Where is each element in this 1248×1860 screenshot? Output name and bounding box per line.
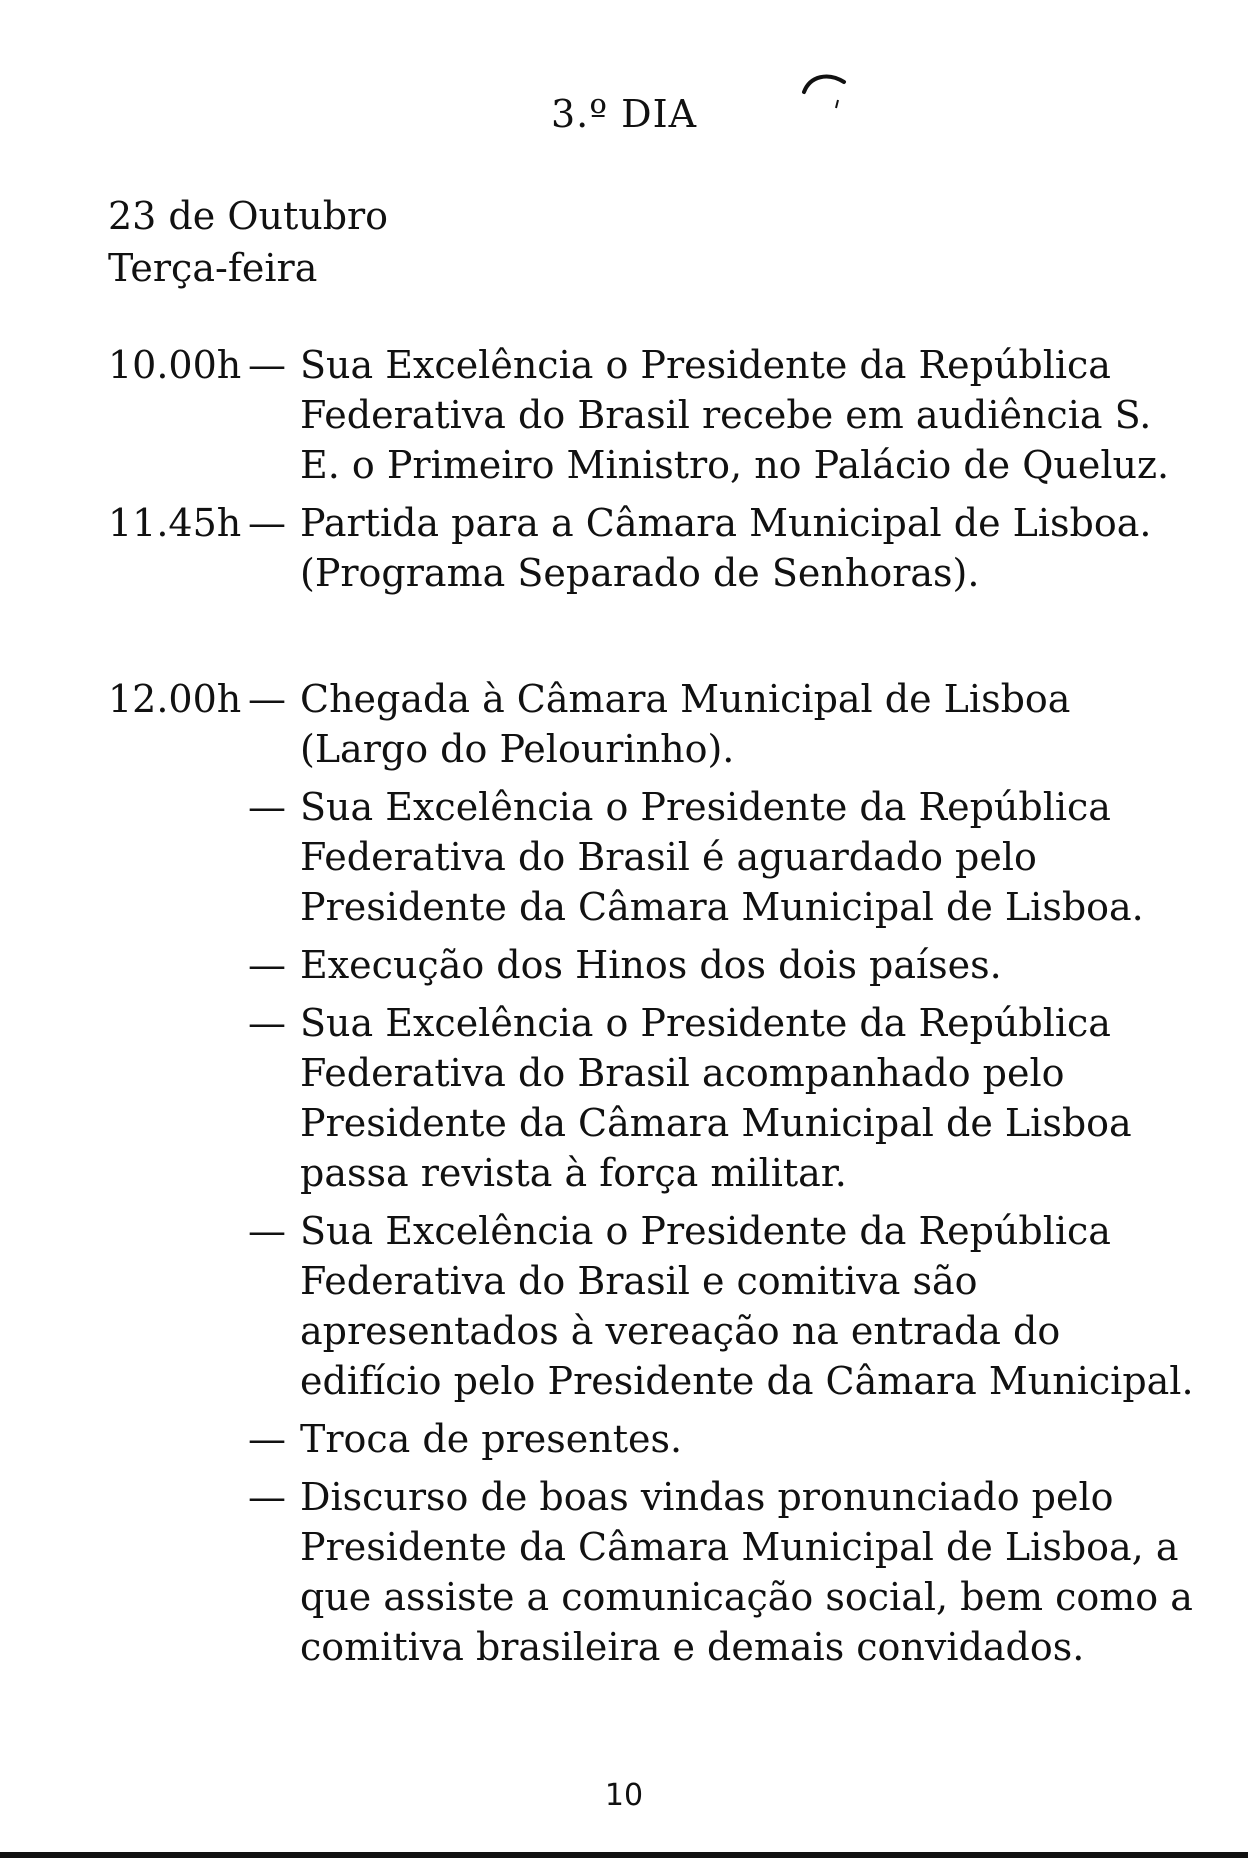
- entry-text: Partida para a Câmara Municipal de Lisboa. (Programa Separado de Senhoras).: [300, 501, 1152, 595]
- entry-dash: —: [248, 1475, 286, 1519]
- entry-dash: —: [248, 1209, 286, 1253]
- sub-item: [248, 940, 1208, 990]
- entry-dash: —: [248, 943, 286, 987]
- entry-dash: —: [248, 1417, 286, 1461]
- entry-text: Sua Excelência o Presidente da República Federativa do Brasil é aguardado pelo Presidente da Câmara Municipal de Lisboa.: [300, 785, 1144, 929]
- entry-text: Troca de presentes.: [300, 1417, 683, 1461]
- schedule-entry: [108, 498, 1208, 598]
- entry-text: Sua Excelência o Presidente da República Federativa do Brasil acompanhado pelo Presidente da Câmara Municipal de Lisboa passa revista à força militar.: [300, 1001, 1132, 1195]
- entry-dash: —: [248, 677, 286, 721]
- entry-text: Execução dos Hinos dos dois países.: [300, 943, 1002, 987]
- schedule-entry: [108, 340, 1208, 490]
- weekday-line: Terça-feira: [108, 246, 318, 290]
- sub-item: [248, 1414, 1208, 1464]
- pen-mark-icon: [800, 70, 850, 110]
- date-line: 23 de Outubro: [108, 194, 389, 238]
- sub-item: [248, 998, 1208, 1198]
- schedule-list: [108, 340, 1208, 1672]
- entry-text: Sua Excelência o Presidente da República Federativa do Brasil recebe em audiência S. E. o Primeiro Ministro, no Palácio de Queluz.: [300, 343, 1170, 487]
- date-block: [108, 190, 388, 294]
- entry-time: 12.00h: [108, 677, 242, 721]
- sub-item: [248, 1472, 1208, 1672]
- entry-text: Sua Excelência o Presidente da República Federativa do Brasil e comitiva são apresentados à vereação na entrada do edifício pelo Presidente da Câmara Municipal.: [300, 1209, 1194, 1403]
- schedule-entry: [108, 674, 1208, 1672]
- entry-dash: —: [248, 501, 286, 545]
- entry-dash: —: [248, 1001, 286, 1045]
- page-number: 10: [604, 1778, 644, 1813]
- entry-time: 10.00h: [108, 343, 242, 387]
- page-title: 3.º DIA: [550, 92, 698, 136]
- entry-time: 11.45h: [108, 501, 242, 545]
- entry-text: Chegada à Câmara Municipal de Lisboa (Largo do Pelourinho).: [300, 677, 1071, 771]
- entry-dash: —: [248, 785, 286, 829]
- sub-item: [248, 782, 1208, 932]
- sub-item: [248, 1206, 1208, 1406]
- entry-dash: —: [248, 343, 286, 387]
- entry-text: Discurso de boas vindas pronunciado pelo Presidente da Câmara Municipal de Lisboa, a que assiste a comunicação social, bem como a comitiva brasileira e demais convidados.: [300, 1475, 1193, 1669]
- bottom-border: [0, 1852, 1248, 1858]
